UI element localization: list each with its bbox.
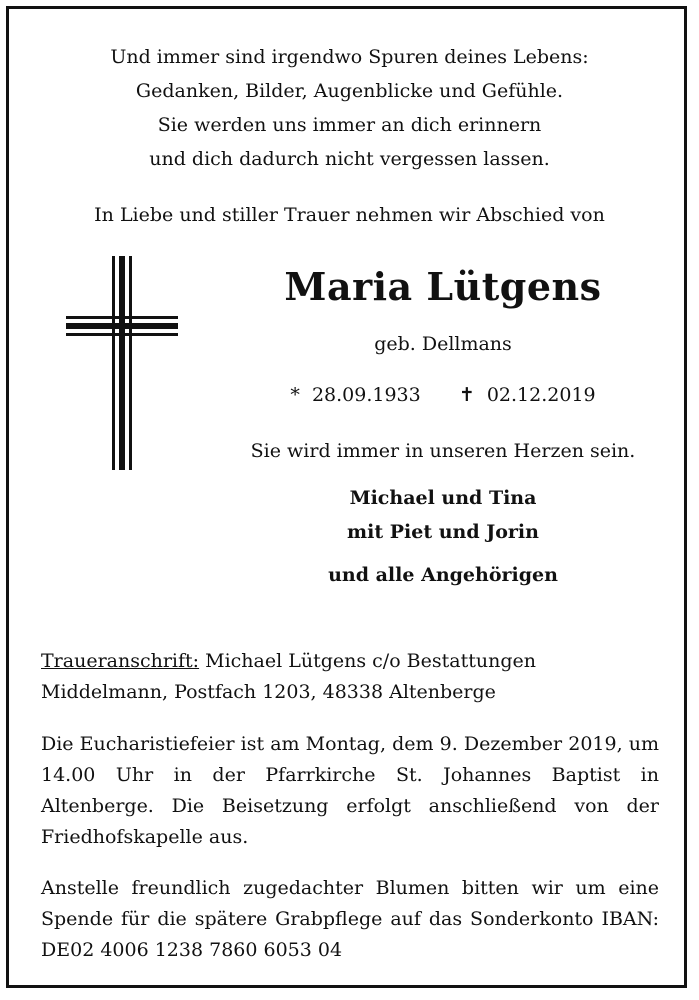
cross-icon <box>66 256 178 470</box>
mass-info: Die Eucharistiefeier ist am Montag, dem 9. Dezember 2019, um 14.00 Uhr in der Pfarrkirche St. Johannes Baptist in Altenberge. Die Beisetzung erfolgt anschließend von der Friedhofskapelle aus. <box>41 733 659 848</box>
address-line-1: Michael Lütgens c/o Bestattungen <box>205 650 536 672</box>
address-label: Traueranschrift: <box>41 650 200 672</box>
mourner-line: Michael und Tina <box>349 487 537 509</box>
birth-star-icon: * <box>290 384 300 406</box>
donation-info: Anstelle freundlich zugedachter Blumen bitten wir um eine Spende für die spätere Grabpflege auf das Sonderkonto IBAN: DE02 4006 1238 7860 6053 04 <box>41 877 659 961</box>
relatives: und alle Angehörigen <box>328 564 558 586</box>
poem-line: Gedanken, Bilder, Augenblicke und Gefühle. <box>135 80 564 102</box>
address-line-2: Middelmann, Postfach 1203, 48338 Altenberge <box>41 681 496 703</box>
mourner-line: mit Piet und Jorin <box>347 521 539 543</box>
poem-line: und dich dadurch nicht vergessen lassen. <box>149 148 550 170</box>
mourning-address <box>41 646 659 708</box>
death-date: 02.12.2019 <box>486 384 596 406</box>
poem-line: Sie werden uns immer an dich erinnern <box>157 114 542 136</box>
birth-date: 28.09.1933 <box>311 384 421 406</box>
poem-line: Und immer sind irgendwo Spuren deines Lebens: <box>110 46 589 68</box>
mourners <box>238 481 648 549</box>
poem <box>0 40 699 176</box>
deceased-name: Maria Lütgens <box>284 264 602 309</box>
death-cross-icon: ✝ <box>458 384 475 406</box>
birth-name: geb. Dellmans <box>374 333 512 355</box>
farewell-intro: In Liebe und stiller Trauer nehmen wir Abschied von <box>94 204 605 226</box>
life-dates <box>238 381 648 409</box>
heart-line: Sie wird immer in unseren Herzen sein. <box>250 440 636 462</box>
